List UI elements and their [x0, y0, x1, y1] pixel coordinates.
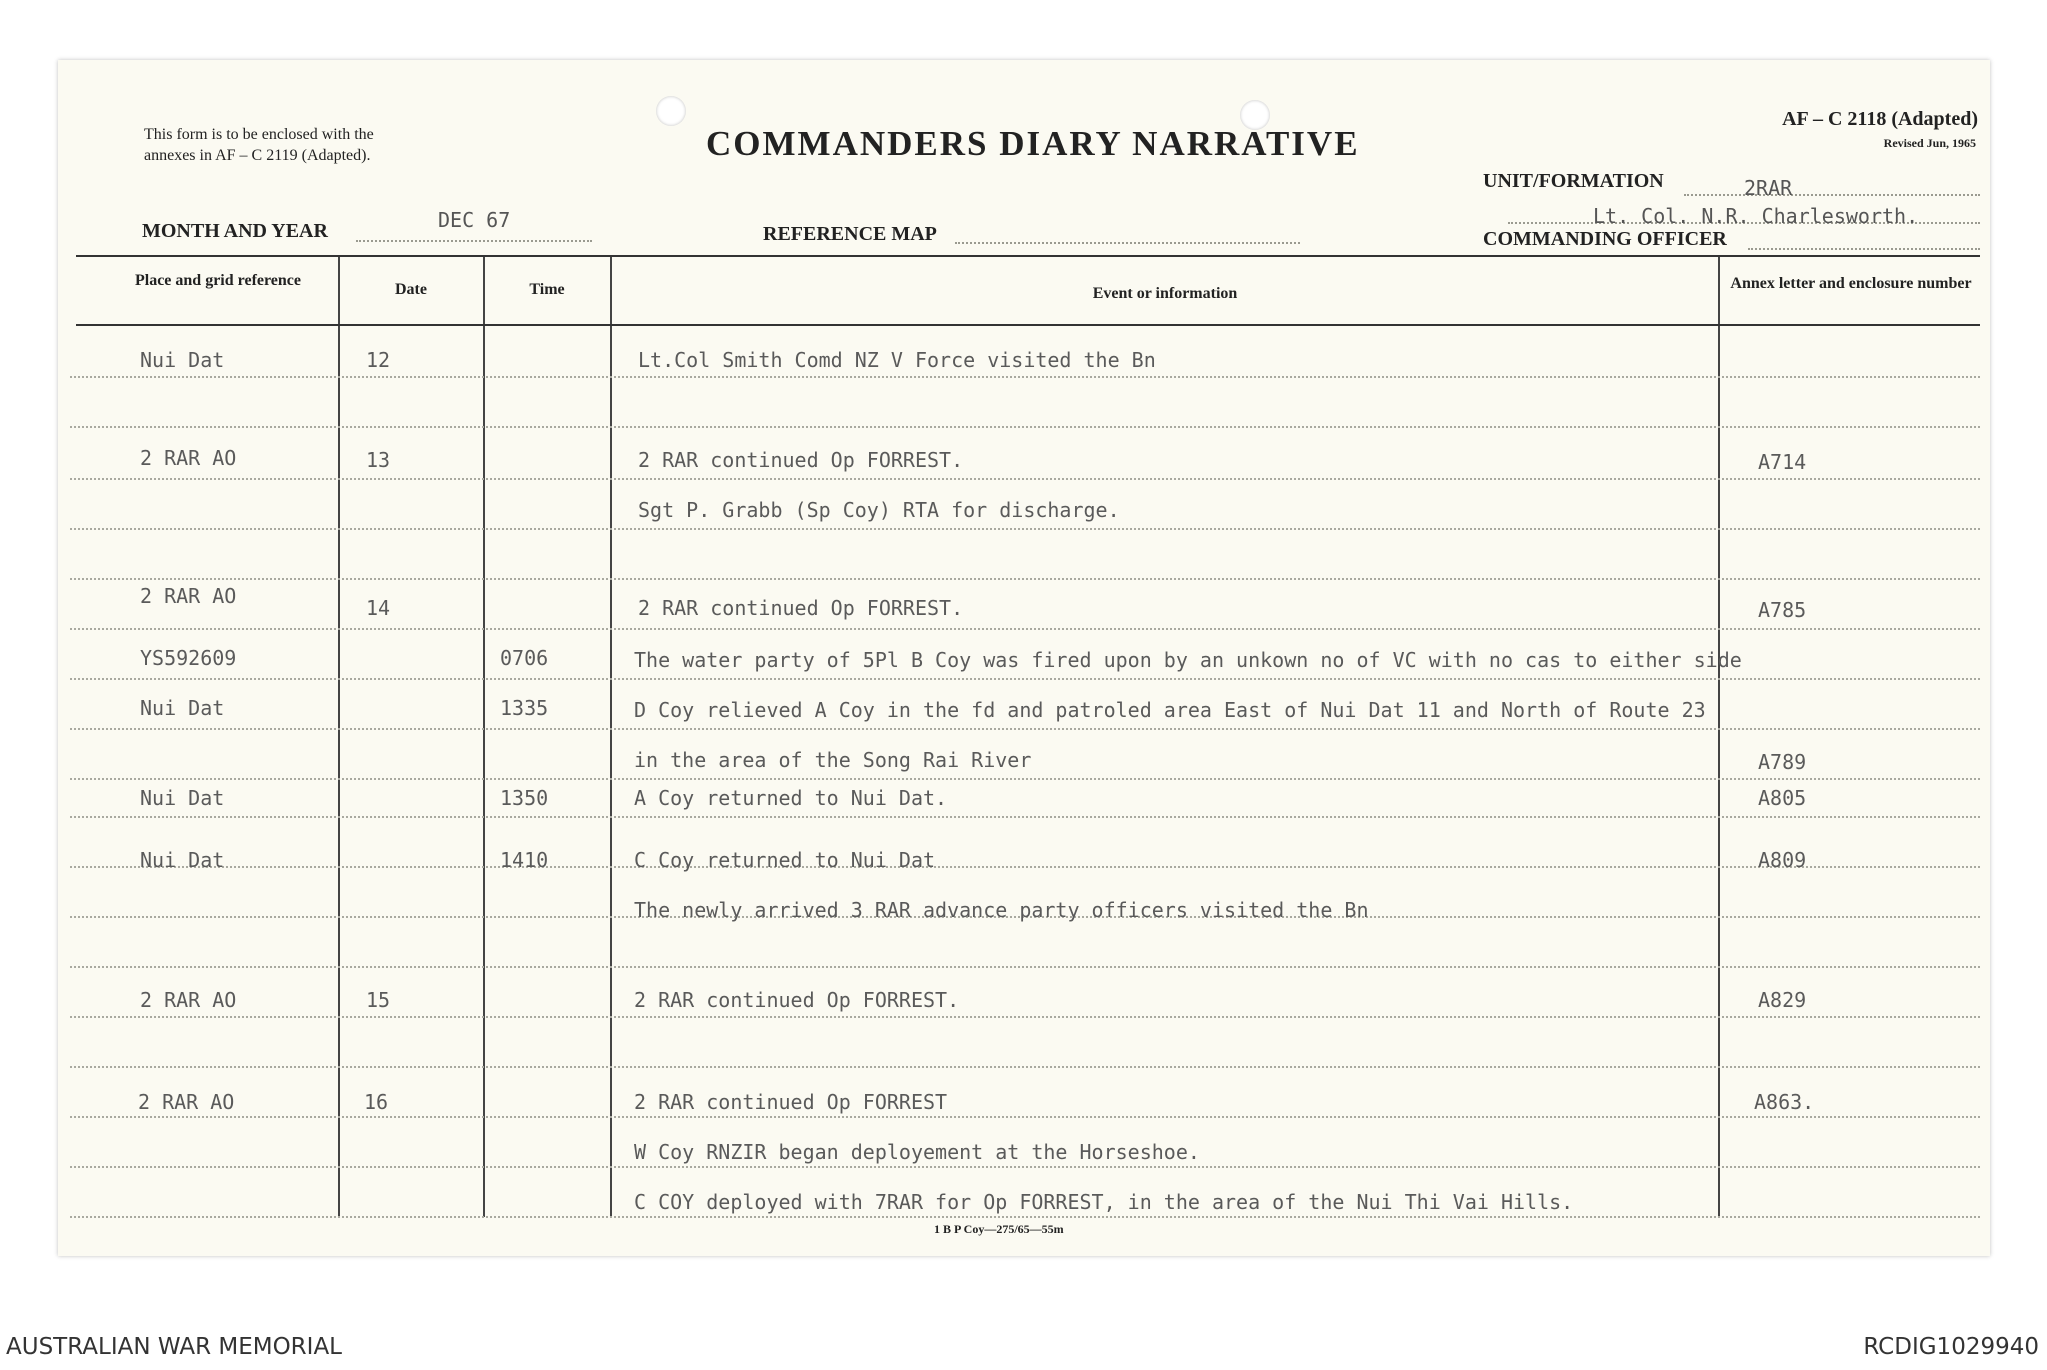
commanding-officer-value: Lt. Col. N.R. Charlesworth. [1593, 204, 1919, 228]
archive-reference-id: RCDIG1029940 [1863, 1334, 2039, 1360]
form-title: COMMANDERS DIARY NARRATIVE [706, 124, 1360, 163]
row-event: Lt.Col Smith Comd NZ V Force visited the Bn [638, 348, 1156, 372]
month-year-value: DEC 67 [438, 208, 511, 232]
row-time: 1350 [500, 786, 549, 810]
row-event: C Coy returned to Nui Dat [634, 848, 936, 872]
punch-hole-left [656, 96, 686, 126]
header-annex: Annex letter and enclosure number [1730, 275, 1972, 292]
note-line-2: annexes in AF – C 2119 (Adapted). [144, 147, 371, 164]
row-date: 13 [366, 448, 391, 472]
row-date: 14 [366, 596, 391, 620]
month-year-label: MONTH AND YEAR [142, 220, 328, 242]
row-place: 2 RAR AO [140, 988, 237, 1012]
row-event: 2 RAR continued Op FORREST. [638, 448, 964, 472]
row-place: 2 RAR AO [138, 1090, 235, 1114]
row-place: Nui Dat [140, 786, 225, 810]
row-place: 2 RAR AO [140, 584, 237, 608]
row-annex: A805 [1758, 786, 1807, 810]
row-annex: A785 [1758, 598, 1807, 622]
row-place: 2 RAR AO [140, 446, 237, 470]
row-date: 12 [366, 348, 391, 372]
row-annex: A829 [1758, 988, 1807, 1012]
row-event: 2 RAR continued Op FORREST. [638, 596, 964, 620]
printer-imprint: 1 B P Coy—275/65—55m [934, 1222, 1064, 1236]
row-place: Nui Dat [140, 696, 225, 720]
row-event: The newly arrived 3 RAR advance party officers visited the Bn [634, 898, 1369, 922]
row-place: Nui Dat [140, 848, 225, 872]
row-date: 16 [364, 1090, 389, 1114]
row-annex: A863. [1754, 1090, 1815, 1114]
row-event: 2 RAR continued Op FORREST [634, 1090, 948, 1114]
form-revision: Revised Jun, 1965 [1883, 136, 1976, 150]
commanding-officer-label: COMMANDING OFFICER [1483, 228, 1727, 250]
unit-formation-value: 2RAR [1744, 176, 1793, 200]
diary-form-sheet [58, 60, 1990, 1256]
archive-credit: AUSTRALIAN WAR MEMORIAL [6, 1334, 342, 1360]
header-date: Date [395, 281, 427, 298]
reference-map-label: REFERENCE MAP [763, 223, 937, 245]
row-place: Nui Dat [140, 348, 225, 372]
note-line-1: This form is to be enclosed with the [144, 126, 374, 143]
row-event: A Coy returned to Nui Dat. [634, 786, 948, 810]
row-time: 1410 [500, 848, 549, 872]
form-instruction-note [144, 124, 504, 166]
unit-formation-label: UNIT/FORMATION [1483, 170, 1664, 192]
row-annex: A714 [1758, 450, 1807, 474]
header-event: Event or information [1092, 285, 1238, 302]
row-event: 2 RAR continued Op FORREST. [634, 988, 960, 1012]
row-event: W Coy RNZIR began deployement at the Horseshoe. [634, 1140, 1200, 1164]
row-event: Sgt P. Grabb (Sp Coy) RTA for discharge. [638, 498, 1120, 522]
row-date: 15 [366, 988, 391, 1012]
row-event: The water party of 5Pl B Coy was fired upon by an unkown no of VC with no cas to either side [634, 648, 1742, 672]
row-annex: A809 [1758, 848, 1807, 872]
header-place: Place and grid reference [134, 272, 302, 289]
row-time: 0706 [500, 646, 549, 670]
row-event: in the area of the Song Rai River [634, 748, 1032, 772]
row-place: YS592609 [140, 646, 237, 670]
row-event: C COY deployed with 7RAR for Op FORREST, in the area of the Nui Thi Vai Hills. [634, 1190, 1574, 1214]
form-number: AF – C 2118 (Adapted) [1782, 108, 1978, 130]
header-time: Time [529, 281, 565, 298]
row-annex: A789 [1758, 750, 1807, 774]
row-event: D Coy relieved A Coy in the fd and patroled area East of Nui Dat 11 and North of Route 23 [634, 698, 1706, 722]
row-time: 1335 [500, 696, 549, 720]
